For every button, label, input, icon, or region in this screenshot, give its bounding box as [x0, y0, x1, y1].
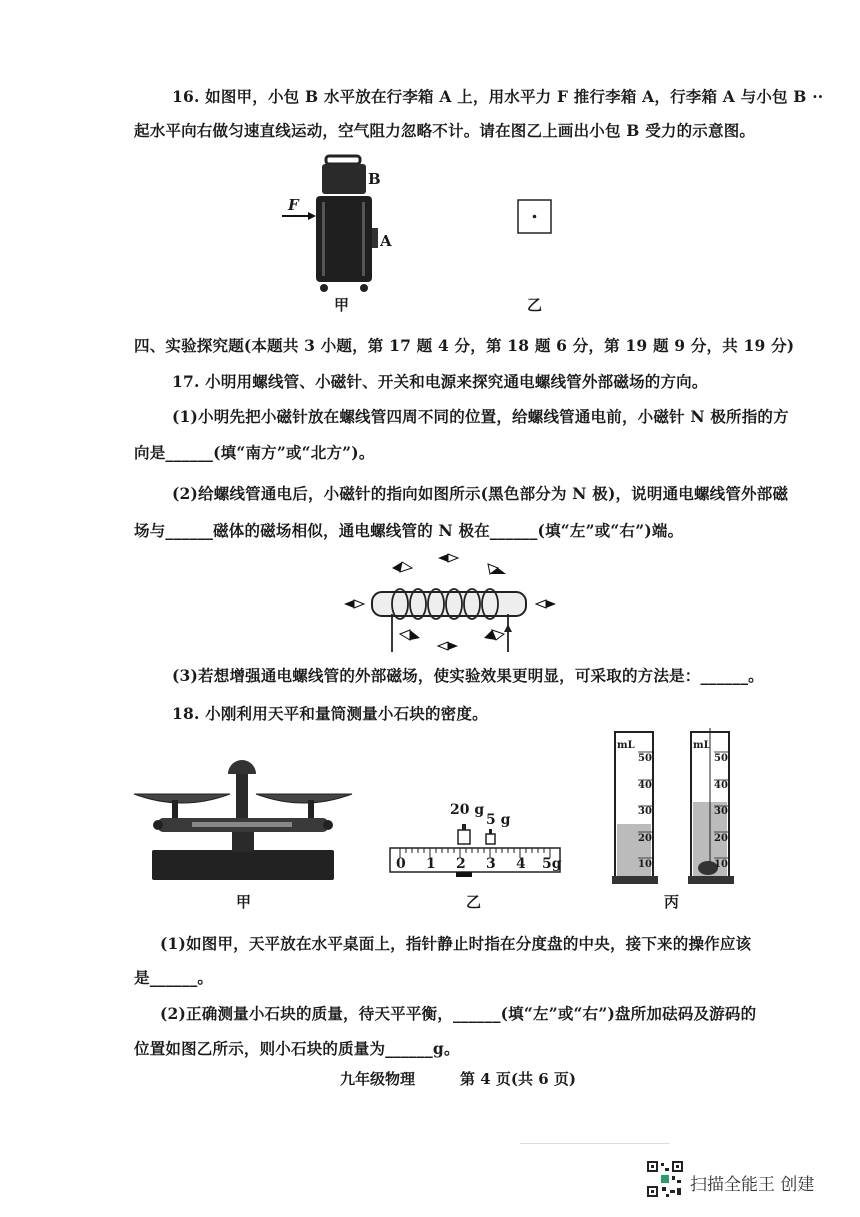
q18-p1-line2: 是______。 — [134, 968, 214, 987]
q17-stem: 17. 小明用螺线管、小磁针、开关和电源来探究通电螺线管外部磁场的方向。 — [172, 372, 708, 391]
caption-jia-18: 甲 — [236, 893, 252, 911]
rider-scale-ticks — [390, 856, 562, 874]
tick-label: 0 — [396, 856, 406, 872]
q17-p2-line2: 场与______磁体的磁场相似，通电螺线管的 N 极在______(填“左”或“右”)端。 — [134, 521, 684, 540]
weight-20g — [458, 830, 470, 844]
q17-p3: (3)若想增强通电螺线管的外部磁场，使实验效果更明显，可采取的方法是：______。 — [172, 666, 764, 685]
tick-label: 3 — [486, 856, 496, 872]
tick-label: 20 — [714, 832, 728, 844]
tick-label: 4 — [516, 856, 526, 872]
case-label: A — [380, 232, 392, 250]
tick-label: 50 — [638, 753, 652, 764]
bag-b — [322, 164, 366, 194]
cyl1-unit: mL — [617, 740, 635, 751]
bag-handle — [326, 156, 360, 164]
tick-label: 40 — [714, 779, 728, 791]
weight-5g — [486, 834, 495, 844]
cyl1-ticks — [638, 746, 656, 879]
cyl2-unit: mL — [693, 740, 711, 751]
caption-jia-16: 甲 — [334, 296, 350, 314]
tick-label: 30 — [714, 806, 728, 817]
divider — [520, 1143, 670, 1144]
section4-title: 四、实验探究题(本题共 3 小题，第 17 题 4 分，第 18 题 6 分，第 19 题 9 分，共 19 分) — [134, 336, 795, 355]
solenoid-core — [372, 592, 526, 616]
footer-page: 第 4 页(共 6 页) — [460, 1070, 576, 1088]
q18-stem: 18. 小刚利用天平和量筒测量小石块的密度。 — [172, 704, 488, 723]
q17-p1-line2: 向是______(填“南方”或“北方”)。 — [134, 443, 375, 462]
tick-label: 20 — [638, 832, 652, 844]
tick-label: 10 — [638, 859, 652, 870]
weight-5g-label: 5 g — [486, 812, 511, 828]
tick-label: 30 — [638, 806, 652, 817]
caption-yi-18: 乙 — [466, 893, 482, 911]
q17-p1-line1: (1)小明先把小磁针放在螺线管四周不同的位置，给螺线管通电前，小磁针 N 极所指的方 — [172, 407, 789, 426]
q16-line1: 16. 如图甲，小包 B 水平放在行李箱 A 上，用水平力 F 推行李箱 A，行李箱 A 与小包 B ·· — [172, 87, 824, 106]
tick-label: 50 — [714, 753, 728, 764]
tick-label: 2 — [456, 856, 466, 872]
center-dot — [533, 215, 537, 219]
tick-label: 40 — [638, 779, 652, 791]
tick-label: 10 — [714, 859, 728, 870]
suitcase-figure — [278, 150, 408, 300]
q17-p2-line1: (2)给螺线管通电后，小磁针的指向如图所示(黑色部分为 N 极)，说明通电螺线管外部磁 — [172, 484, 789, 503]
tick-label: 1 — [426, 856, 436, 872]
solenoid-figure — [340, 548, 560, 656]
q18-p1-line1: (1)如图甲，天平放在水平桌面上，指针静止时指在分度盘的中央，接下来的操作应该 — [160, 934, 752, 953]
force-label: F — [288, 196, 299, 214]
q18-p2-line1: (2)正确测量小石块的质量，待天平平衡，______(填“左”或“右”)盘所加砝码及游码的 — [160, 1004, 757, 1023]
bag-label: B — [368, 170, 381, 188]
caption-bing-18: 丙 — [664, 893, 680, 911]
tick-label: 5g — [542, 856, 562, 872]
cyl2-ticks — [714, 746, 732, 879]
weight-20g-label: 20 g — [450, 802, 485, 818]
balance-figure — [132, 738, 354, 886]
force-diagram-box — [517, 199, 553, 235]
footer-subject: 九年级物理 — [340, 1070, 416, 1088]
qr-code-icon — [646, 1160, 684, 1198]
q18-p2-line2: 位置如图乙所示，则小石块的质量为______g。 — [134, 1039, 460, 1058]
watermark-text: 扫描全能王 创建 — [690, 1175, 815, 1195]
q16-line2: 起水平向右做匀速直线运动，空气阻力忽略不计。请在图乙上画出小包 B 受力的示意图。 — [134, 121, 756, 140]
caption-yi-16: 乙 — [527, 296, 543, 314]
